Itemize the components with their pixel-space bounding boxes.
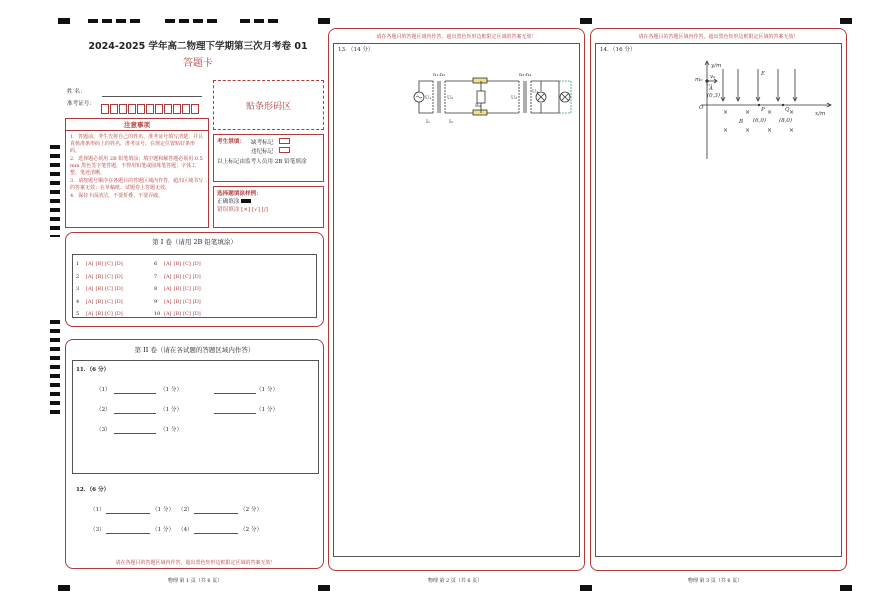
choice-option[interactable]: [A] [164, 311, 172, 317]
label-a: A [709, 86, 713, 92]
choice-row [154, 308, 203, 321]
q13-label: 13．（14 分） [338, 47, 374, 53]
label-p-coord: (6,0) [753, 118, 767, 124]
choice-option[interactable]: [D] [114, 298, 123, 305]
choice-option[interactable]: [B] [95, 286, 104, 292]
registration-mark [840, 18, 852, 24]
label-b: B [739, 119, 744, 125]
barcode-area [213, 80, 324, 130]
answer-blank[interactable] [214, 393, 256, 394]
choice-option[interactable]: [D] [192, 298, 201, 305]
choice-option[interactable]: [C] [105, 273, 113, 280]
sub-question-label: （2） [96, 407, 111, 413]
choice-option[interactable]: [C] [183, 298, 191, 305]
choice-option[interactable]: [D] [192, 311, 201, 317]
svg-text:×: × [723, 109, 729, 116]
score-label: （1 分） [256, 387, 279, 393]
label-x-axis: x/m [815, 111, 826, 117]
answer-blank[interactable] [106, 533, 150, 534]
answer-blank[interactable] [114, 393, 156, 394]
label-n1n2: n₁:n₂ [433, 72, 446, 78]
sub-question-label: （3） [96, 427, 111, 433]
svg-text:×: × [789, 109, 795, 116]
answer-blank[interactable] [106, 513, 150, 514]
score-label: （2 分） [240, 527, 263, 533]
choice-option[interactable]: [A] [86, 311, 94, 317]
transformer-circuit-diagram [411, 67, 581, 127]
name-label: 姓 名： [67, 89, 86, 95]
fill-wrong-label: 错误填涂 [×] [√] [/] [217, 207, 268, 213]
choice-row [154, 283, 203, 296]
fill-example-title: 选择题填涂样例： [217, 191, 262, 197]
choice-row [76, 271, 125, 284]
answer-blank[interactable] [194, 533, 238, 534]
choice-option[interactable]: [B] [95, 273, 104, 280]
question-number: 6 [154, 261, 158, 267]
registration-mark [580, 18, 592, 24]
choice-row [76, 296, 125, 309]
q14-panel [590, 28, 847, 571]
choice-option[interactable]: [A] [164, 261, 172, 267]
absent-mark-label: 缺考标记 [250, 140, 274, 146]
page-footer: 物理 第 2 页（共 6 页） [427, 578, 483, 584]
page-title: 2024-2025 学年高二物理下学期第三次月考卷 01 [88, 41, 308, 52]
absent-mark-box[interactable] [279, 138, 290, 144]
score-label: （1 分） [152, 507, 175, 513]
exam-status-box [213, 134, 324, 182]
warning-text: 请在各题目的答题区域内作答，超出黑色矩形边框限定区域的答案无效！ [376, 34, 537, 40]
field-coordinate-diagram [683, 59, 833, 164]
choice-option[interactable]: [C] [183, 286, 191, 292]
section-2-panel [65, 339, 324, 569]
question-number: 4 [76, 298, 80, 305]
notice-item: 4．保持卡面清洁，不要折叠、不要弄破。 [70, 193, 164, 199]
choice-option[interactable]: [B] [95, 298, 104, 305]
choice-option[interactable]: [D] [114, 311, 123, 317]
registration-mark [840, 585, 852, 591]
choice-option[interactable]: [D] [114, 286, 123, 292]
violation-mark-box[interactable] [279, 147, 290, 153]
warning-text: 请在各题目的答题区域内作答，超出黑色矩形边框限定区域的答案无效！ [115, 560, 276, 566]
registration-mark [58, 18, 70, 24]
exam-status-label: 考生禁填： [217, 139, 245, 145]
question-number: 2 [76, 273, 80, 280]
choice-option[interactable]: [C] [183, 261, 191, 267]
q11-area[interactable] [72, 360, 319, 474]
choice-row [76, 258, 125, 271]
question-number: 8 [154, 286, 158, 292]
registration-dash [165, 19, 217, 23]
notice-item: 3．请按题号顺序在各题目的答题区域内作答，超出区域书写的答案无效；在草稿纸、试题卷上答题无效。 [70, 178, 204, 191]
choice-option[interactable]: [C] [183, 273, 191, 280]
notice-box [65, 118, 209, 228]
choice-option[interactable]: [C] [105, 298, 113, 305]
question-number: 5 [76, 311, 80, 317]
choice-option[interactable]: [D] [192, 286, 201, 292]
answer-blank[interactable] [194, 513, 238, 514]
label-origin: O [699, 105, 704, 111]
q13-panel [328, 28, 585, 571]
question-number: 3 [76, 286, 80, 292]
answer-blank[interactable] [114, 433, 156, 434]
notice-list [66, 131, 208, 204]
score-label: （1 分） [160, 387, 183, 393]
label-u4: U₄ [532, 89, 539, 95]
choice-option[interactable]: [C] [183, 311, 191, 317]
label-e-field: E [761, 71, 766, 77]
choice-row [76, 308, 125, 321]
score-label: （1 分） [256, 407, 279, 413]
section-2-title: 第 II 卷（请在各试题的答题区域内作答） [134, 346, 255, 354]
notice-item: 1．答题前，考生先将自己的姓名、准考证号填写清楚，并认真核准条形码上的姓名、准考证号，在规定位置贴好条形码。 [70, 134, 204, 154]
choice-option[interactable]: [A] [164, 273, 172, 280]
svg-text:×: × [789, 127, 795, 134]
choice-option[interactable]: [A] [164, 298, 172, 305]
svg-text:×: × [745, 127, 751, 134]
choice-option[interactable]: [B] [173, 298, 182, 305]
label-r0: R₀ [475, 103, 481, 109]
choice-option[interactable]: [C] [105, 311, 113, 317]
registration-dash [88, 19, 140, 23]
page-subtitle: 答题卡 [183, 58, 213, 69]
choice-option[interactable]: [B] [173, 286, 182, 292]
choice-option[interactable]: [D] [192, 261, 201, 267]
name-field[interactable] [102, 88, 202, 97]
choice-option[interactable]: [C] [105, 261, 113, 267]
sub-question-label: （1） [90, 507, 105, 513]
svg-text:×: × [745, 109, 751, 116]
sub-question-label: （3） [90, 527, 105, 533]
label-p: P [761, 107, 765, 113]
page-footer: 物理 第 3 页（共 6 页） [687, 578, 743, 584]
fill-example-box [213, 186, 324, 228]
question-number: 10 [154, 311, 161, 317]
choice-option[interactable]: [A] [86, 298, 94, 305]
registration-mark [580, 585, 592, 591]
id-boxes[interactable] [101, 98, 211, 117]
notice-item: 2．选择题必须用 2B 铅笔填涂；填空题和解答题必须用 0.5 mm 黑色签字笔答题，不得用铅笔或圆珠笔答题；字体工整、笔迹清晰。 [70, 156, 203, 176]
question-number: 9 [154, 298, 158, 305]
label-u1: U₁ [425, 95, 432, 101]
choice-option[interactable]: [D] [114, 261, 123, 267]
choice-row [154, 271, 203, 284]
choice-option[interactable]: [A] [86, 286, 94, 292]
choice-option[interactable]: [B] [173, 261, 182, 267]
timing-marks-upper [50, 145, 60, 237]
choice-row [76, 283, 125, 296]
sub-question-label: （2） [178, 507, 193, 513]
answer-blank[interactable] [114, 413, 156, 414]
q11-label: 11．（6 分） [76, 367, 110, 373]
sub-question-label: （1） [96, 387, 111, 393]
label-m0: m₀ [695, 77, 703, 83]
choice-option[interactable]: [B] [95, 261, 104, 267]
choice-row [154, 258, 203, 271]
q12-label: 12．（6 分） [76, 487, 110, 493]
label-u2: U₂ [447, 95, 454, 101]
choice-row [154, 296, 203, 309]
choice-option[interactable]: [D] [192, 273, 201, 280]
choice-option[interactable]: [A] [86, 261, 94, 267]
barcode-label: 贴条形码区 [245, 101, 291, 112]
registration-mark [318, 585, 330, 591]
registration-dash [240, 19, 280, 23]
label-y-axis: y/m [711, 63, 722, 69]
choice-column-right [154, 258, 203, 321]
registration-mark [318, 18, 330, 24]
page-footer: 物理 第 1 页（共 6 页） [167, 578, 223, 584]
score-label: （2 分） [240, 507, 263, 513]
question-number: 7 [154, 273, 158, 280]
notice-title: 注意事项 [66, 119, 208, 131]
choice-option[interactable]: [B] [95, 311, 104, 317]
choice-option[interactable]: [B] [173, 273, 182, 280]
exam-status-note: 以上标记由监考人员用 2B 铅笔填涂 [217, 159, 307, 165]
label-n3n4: n₃:n₄ [519, 72, 532, 78]
svg-text:×: × [767, 127, 773, 134]
timing-marks-lower [50, 320, 60, 415]
label-v0: v₀ [710, 74, 716, 80]
label-u3: U₃ [511, 95, 518, 101]
section-1-panel [65, 232, 324, 327]
fill-correct-label: 正确填涂 [217, 199, 240, 205]
choice-option[interactable]: [A] [86, 273, 94, 280]
choice-option[interactable]: [B] [173, 311, 182, 317]
violation-mark-label: 违纪标记 [250, 149, 274, 155]
warning-text: 请在各题目的答题区域内作答，超出黑色矩形边框限定区域的答案无效！ [638, 34, 799, 40]
section-1-title: 第 I 卷（请用 2B 铅笔填涂） [152, 238, 237, 246]
choice-option[interactable]: [D] [114, 273, 123, 280]
choice-option[interactable]: [A] [164, 286, 172, 292]
label-i2: I₂ [449, 119, 453, 125]
id-label: 准考证号： [67, 101, 95, 107]
label-i1: I₁ [426, 119, 430, 125]
score-label: （1 分） [152, 527, 175, 533]
label-a-coord: (0,3) [707, 93, 721, 99]
label-q: Q [785, 107, 790, 113]
q14-label: 14．（16 分） [600, 47, 636, 53]
question-number: 1 [76, 261, 80, 267]
answer-blank[interactable] [214, 413, 256, 414]
sub-question-label: （4） [178, 527, 193, 533]
label-q-coord: (8,0) [779, 118, 793, 124]
svg-text:×: × [723, 127, 729, 134]
score-label: （1 分） [160, 407, 183, 413]
choice-option[interactable]: [C] [105, 286, 113, 292]
svg-text:×: × [767, 109, 773, 116]
filled-box-icon [241, 199, 251, 203]
registration-mark [58, 585, 70, 591]
score-label: （1 分） [160, 427, 183, 433]
choice-column-left [76, 258, 125, 321]
